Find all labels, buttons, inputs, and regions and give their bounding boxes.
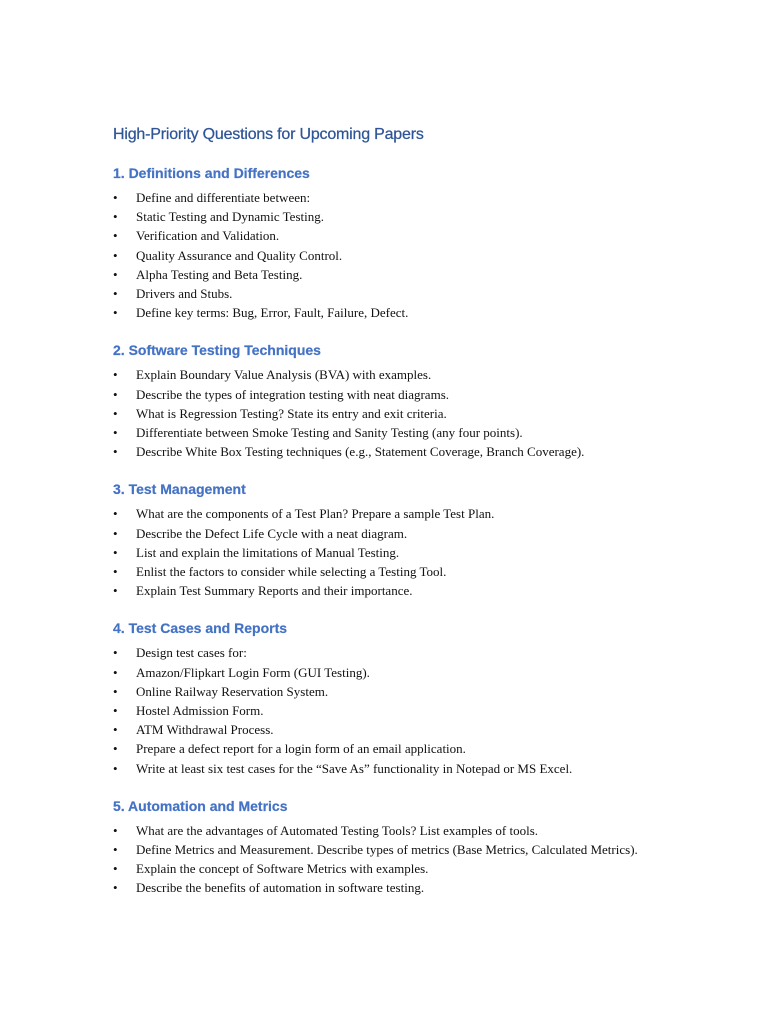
bullet-icon: • xyxy=(113,703,118,719)
bullet-icon: • xyxy=(113,386,118,402)
section-1 xyxy=(113,162,673,322)
list-item xyxy=(113,663,673,682)
list-item xyxy=(113,759,673,778)
list-item-text: Design test cases for: xyxy=(136,645,247,661)
list-item-text: Describe the types of integration testing with neat diagrams. xyxy=(136,386,449,402)
list-item-text: Drivers and Stubs. xyxy=(136,286,233,302)
list-item xyxy=(113,682,673,701)
bullet-icon: • xyxy=(113,861,118,877)
list-item-text: Define key terms: Bug, Error, Fault, Failure, Defect. xyxy=(136,305,409,321)
bullet-icon: • xyxy=(113,564,118,580)
list-item xyxy=(113,878,673,897)
bullet-icon: • xyxy=(113,645,118,661)
list-item xyxy=(113,643,673,662)
list-item xyxy=(113,246,673,265)
list-item-text: Write at least six test cases for the “Save As” functionality in Notepad or MS Excel. xyxy=(136,760,573,776)
bullet-list xyxy=(113,188,673,322)
bullet-icon: • xyxy=(113,286,118,302)
list-item-text: Differentiate between Smoke Testing and Sanity Testing (any four points). xyxy=(136,425,523,441)
bullet-icon: • xyxy=(113,367,118,383)
bullet-icon: • xyxy=(113,544,118,560)
list-item-text: Amazon/Flipkart Login Form (GUI Testing). xyxy=(136,664,370,680)
list-item-text: What is Regression Testing? State its entry and exit criteria. xyxy=(136,405,447,421)
section-heading: 1. Definitions and Differences xyxy=(113,165,310,181)
list-item-text: Explain the concept of Software Metrics with examples. xyxy=(136,861,429,877)
list-item xyxy=(113,524,673,543)
list-item xyxy=(113,504,673,523)
bullet-icon: • xyxy=(113,190,118,205)
bullet-icon: • xyxy=(113,525,118,541)
bullet-icon: • xyxy=(113,880,118,896)
bullet-icon: • xyxy=(113,722,118,738)
bullet-icon: • xyxy=(113,842,118,858)
list-item xyxy=(113,859,673,878)
bullet-icon: • xyxy=(113,266,118,282)
list-item xyxy=(113,365,673,384)
list-item-text: What are the components of a Test Plan? Prepare a sample Test Plan. xyxy=(136,506,495,522)
list-item-text: Explain Boundary Value Analysis (BVA) with examples. xyxy=(136,367,432,383)
page-title: High-Priority Questions for Upcoming Papers xyxy=(113,126,424,143)
bullet-list xyxy=(113,643,673,777)
bullet-icon: • xyxy=(113,209,118,225)
list-item xyxy=(113,188,673,207)
bullet-list xyxy=(113,365,673,461)
list-item-text: Explain Test Summary Reports and their importance. xyxy=(136,583,413,599)
section-2 xyxy=(113,339,673,461)
list-item xyxy=(113,385,673,404)
bullet-list xyxy=(113,504,673,600)
bullet-icon: • xyxy=(113,741,118,757)
list-item-text: Enlist the factors to consider while selecting a Testing Tool. xyxy=(136,564,447,580)
list-item xyxy=(113,739,673,758)
list-item xyxy=(113,404,673,423)
list-item xyxy=(113,701,673,720)
list-item xyxy=(113,562,673,581)
bullet-icon: • xyxy=(113,444,118,460)
list-item-text: Verification and Validation. xyxy=(136,228,280,244)
list-item xyxy=(113,581,673,600)
list-item-text: Describe the benefits of automation in software testing. xyxy=(136,880,425,896)
section-5 xyxy=(113,795,673,898)
list-item xyxy=(113,840,673,859)
list-item xyxy=(113,442,673,461)
list-item-text: Hostel Admission Form. xyxy=(136,703,264,719)
list-item xyxy=(113,543,673,562)
list-item-text: Quality Assurance and Quality Control. xyxy=(136,247,343,263)
list-item-text: Describe the Defect Life Cycle with a neat diagram. xyxy=(136,525,408,541)
bullet-icon: • xyxy=(113,506,118,522)
list-item-text: Online Railway Reservation System. xyxy=(136,683,329,699)
list-item xyxy=(113,207,673,226)
list-item-text: Static Testing and Dynamic Testing. xyxy=(136,209,324,225)
list-item xyxy=(113,265,673,284)
bullet-icon: • xyxy=(113,683,118,699)
list-item-text: Describe White Box Testing techniques (e.g., Statement Coverage, Branch Coverage). xyxy=(136,444,585,460)
list-item xyxy=(113,720,673,739)
list-item-text: Define Metrics and Measurement. Describe types of metrics (Base Metrics, Calculated Metrics). xyxy=(136,842,638,858)
section-4 xyxy=(113,617,673,777)
bullet-icon: • xyxy=(113,664,118,680)
list-item-text: Prepare a defect report for a login form of an email application. xyxy=(136,741,466,757)
list-item-text: ATM Withdrawal Process. xyxy=(136,722,274,738)
section-3 xyxy=(113,478,673,600)
list-item-text: List and explain the limitations of Manual Testing. xyxy=(136,544,400,560)
sections-container xyxy=(113,162,673,898)
bullet-icon: • xyxy=(113,760,118,776)
bullet-icon: • xyxy=(113,305,118,321)
section-heading: 3. Test Management xyxy=(113,481,246,498)
list-item xyxy=(113,423,673,442)
bullet-icon: • xyxy=(113,405,118,421)
document-page xyxy=(113,122,673,915)
list-item xyxy=(113,284,673,303)
list-item-text: Alpha Testing and Beta Testing. xyxy=(136,266,303,282)
bullet-icon: • xyxy=(113,583,118,599)
section-heading: 5. Automation and Metrics xyxy=(113,797,288,814)
section-heading: 2. Software Testing Techniques xyxy=(113,342,321,359)
list-item xyxy=(113,821,673,840)
list-item-text: Define and differentiate between: xyxy=(136,190,311,205)
bullet-icon: • xyxy=(113,228,118,244)
list-item-text: What are the advantages of Automated Testing Tools? List examples of tools. xyxy=(136,822,539,838)
bullet-icon: • xyxy=(113,425,118,441)
bullet-list xyxy=(113,821,673,898)
section-heading: 4. Test Cases and Reports xyxy=(113,620,288,637)
list-item xyxy=(113,226,673,245)
bullet-icon: • xyxy=(113,247,118,263)
list-item xyxy=(113,303,673,322)
bullet-icon: • xyxy=(113,822,118,838)
